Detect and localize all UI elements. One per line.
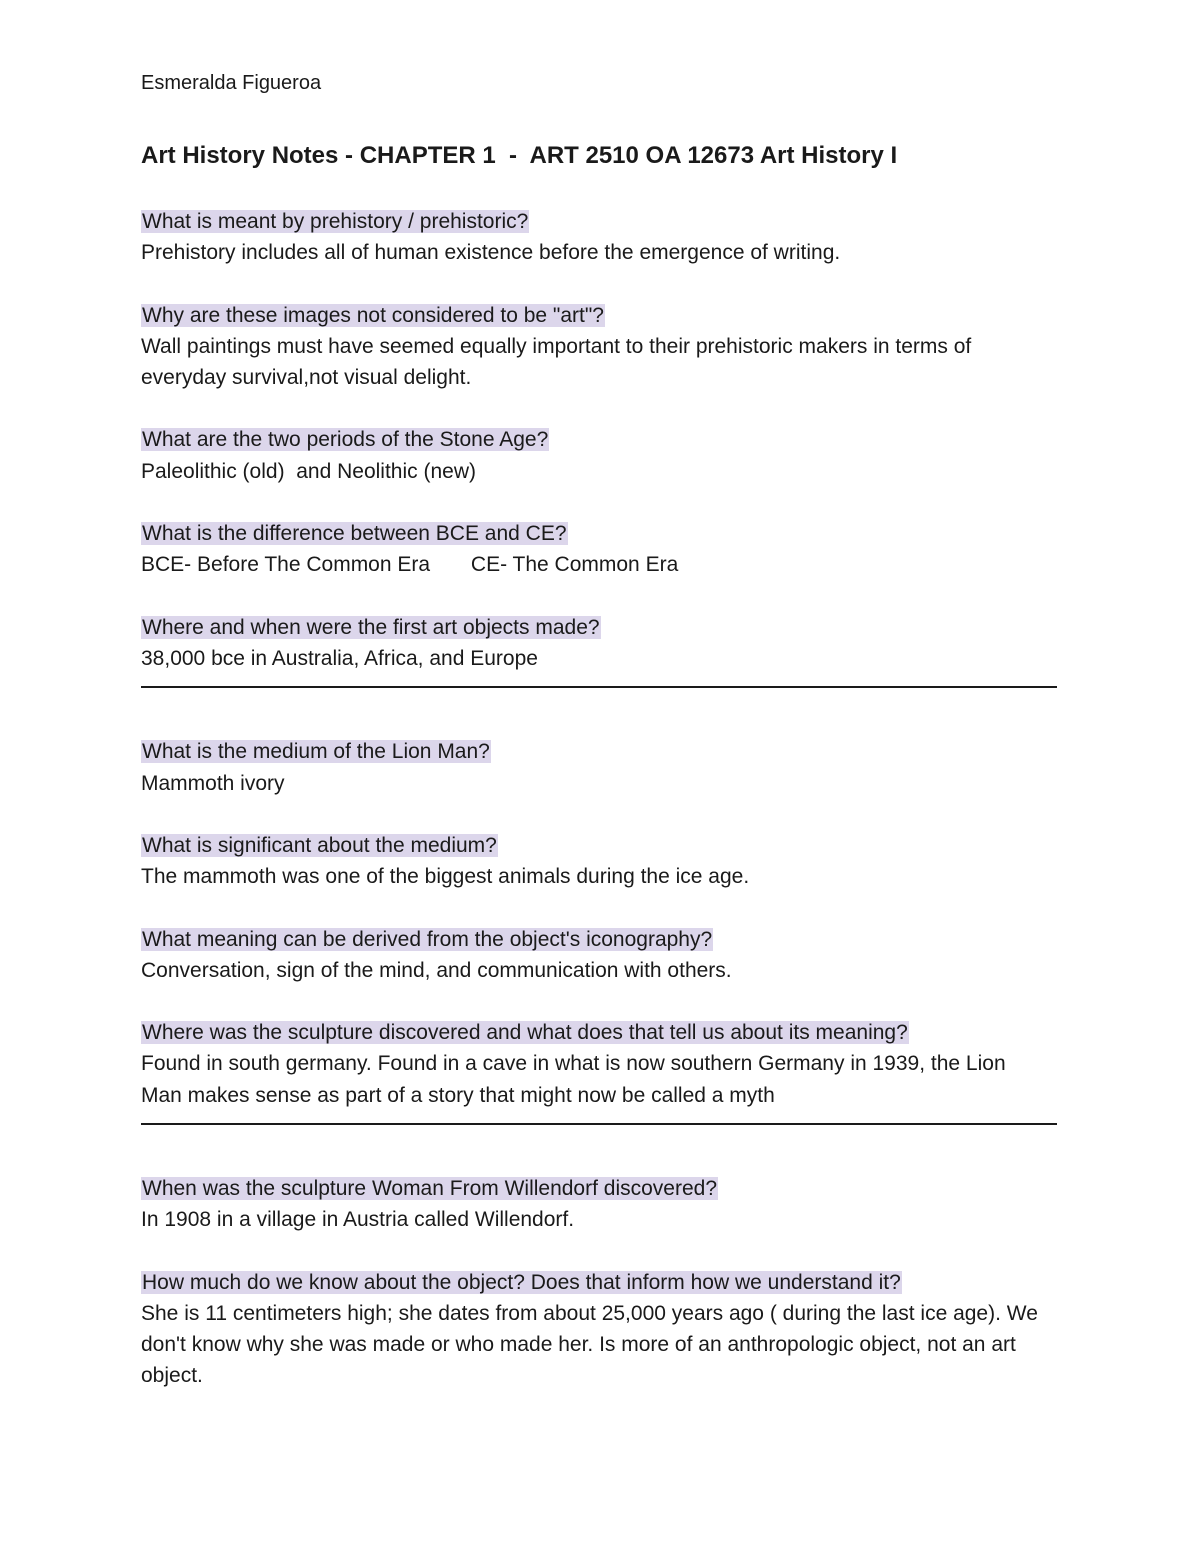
notes-content [141,206,1061,1392]
question-text: How much do we know about the object? Does that inform how we understand it? [142,1270,901,1294]
qa-item [141,1173,1061,1235]
qa-item [141,206,1061,268]
qa-item [141,518,1061,580]
answer-text: Wall paintings must have seemed equally important to their prehistoric makers in terms of everyday survival,not visual delight. [141,334,978,389]
question-text: What is meant by prehistory / prehistoric? [142,210,529,233]
question-text: Why are these images not considered to be "art"? [142,303,604,327]
answer-text: The mammoth was one of the biggest animals during the ice age. [141,865,750,889]
question-text: What is significant about the medium? [142,833,497,857]
document-title: Art History Notes - CHAPTER 1 - ART 2510 OA 12673 Art History I [141,142,898,169]
section-divider [141,1111,1061,1142]
answer-text: Conversation, sign of the mind, and communication with others. [141,958,732,982]
answer-text: She is 11 centimeters high; she dates from about 25,000 years ago ( during the last ice age). We don't know why she was made or who made her. Is more of an anthropologic object, not an art object. [141,1301,1044,1388]
qa-item [141,924,1061,986]
qa-item [141,1017,1061,1111]
question-text: What is the difference between BCE and CE? [142,521,567,545]
question-text: Where and when were the first art objects made? [142,615,600,639]
answer-text: Prehistory includes all of human existence before the emergence of writing. [141,241,841,265]
answer-text: Paleolithic (old) and Neolithic (new) [141,459,476,483]
qa-item [141,612,1061,674]
question-text: What are the two periods of the Stone Age? [142,428,549,452]
answer-text: 38,000 bce in Australia, Africa, and Europe [141,646,538,670]
question-text: What is the medium of the Lion Man? [142,740,490,764]
qa-item [141,736,1061,798]
qa-item [141,424,1061,486]
answer-text: Found in south germany. Found in a cave in what is now southern Germany in 1939, the Lion Man makes sense as part of a story that might now be called a myth [141,1052,1012,1107]
answer-text: BCE- Before The Common Era CE- The Common Era [141,553,679,577]
qa-item [141,830,1061,892]
section-divider [141,674,1061,705]
answer-text: Mammoth ivory [141,771,285,795]
question-text: Where was the sculpture discovered and what does that tell us about its meaning? [142,1021,908,1045]
question-text: When was the sculpture Woman From Willendorf discovered? [142,1177,718,1201]
question-text: What meaning can be derived from the object's iconography? [142,927,713,951]
qa-item [141,300,1061,394]
qa-item [141,1267,1061,1392]
author-name: Esmeralda Figueroa [141,72,322,94]
answer-text: In 1908 in a village in Austria called Willendorf. [141,1208,575,1232]
